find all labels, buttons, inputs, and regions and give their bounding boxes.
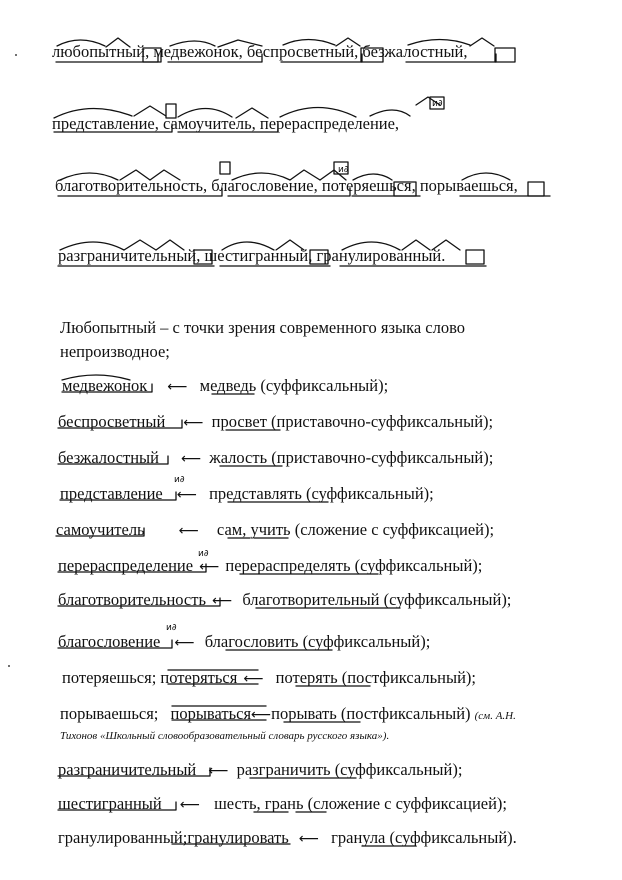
annotation-mark: и∂ — [198, 549, 209, 559]
method: (суффиксальный); — [354, 556, 483, 575]
base-word: жалость — [209, 448, 268, 467]
parse-row-4 — [58, 246, 445, 266]
derived-word: благословение — [58, 632, 161, 651]
word: беспросветный, — [246, 42, 359, 61]
derivation-line — [58, 590, 511, 611]
citation-start: (см. А.Н. — [474, 710, 516, 722]
arrow-left-icon: ⟵ — [181, 451, 202, 467]
base-word: шесть, грань — [214, 794, 304, 813]
derived-word: потеряться — [160, 668, 238, 687]
base-word: благотворительный — [242, 590, 380, 609]
base-word: разграничить — [236, 760, 331, 779]
arrow-left-icon: ⟵ — [199, 559, 220, 575]
method: (приставочно-суффиксальный); — [271, 448, 494, 467]
word: медвежонок, — [153, 42, 243, 61]
method: (суффиксальный); — [260, 376, 389, 395]
parse-row-1 — [52, 42, 468, 62]
word: порываешься, — [419, 176, 518, 195]
parse-row-3 — [55, 176, 518, 196]
derived-word: беспросветный — [58, 412, 166, 431]
derivation-line — [58, 828, 517, 849]
derived-word: самоучитель — [56, 520, 145, 539]
derivation-line — [58, 412, 493, 433]
word: благословение, — [211, 176, 318, 195]
word: самоучитель, — [163, 114, 256, 133]
annotation-mark: и∂ — [174, 475, 185, 485]
base-word: гранула — [331, 828, 386, 847]
source-form: порываешься; — [60, 704, 159, 723]
scan-dot — [15, 54, 17, 56]
word: шестигранный, — [204, 246, 313, 265]
derivation-line — [58, 794, 507, 815]
method: (суффиксальный); — [334, 760, 463, 779]
derivation-line — [60, 704, 516, 726]
source-form: гранулированный; — [58, 828, 188, 847]
derived-word: порываться — [170, 704, 252, 723]
method: (суффиксальный); — [302, 632, 431, 651]
derivation-line — [56, 520, 494, 541]
base-word: перераспределять — [225, 556, 351, 575]
derived-word: безжалостный — [58, 448, 159, 467]
derivation-line — [60, 484, 434, 505]
parse-row-2 — [52, 114, 399, 134]
derived-word: шестигранный — [58, 794, 162, 813]
derivation-line — [58, 760, 462, 781]
annotation-mark: и∂ — [432, 99, 443, 109]
method: (постфиксальный); — [341, 668, 476, 687]
method: (постфиксальный) — [340, 704, 471, 723]
method: (суффиксальный). — [389, 828, 517, 847]
derived-word: разграничительный — [58, 760, 197, 779]
method: (сложение с суффиксацией); — [307, 794, 508, 813]
arrow-left-icon: ⟵ — [251, 707, 272, 723]
annotation-mark: и∂ — [338, 165, 349, 175]
arrow-left-icon: ⟵ — [176, 487, 197, 503]
derivation-line — [58, 632, 430, 653]
base-word: представлять — [209, 484, 302, 503]
arrow-left-icon: ⟵ — [178, 523, 199, 539]
base-word: благословить — [204, 632, 299, 651]
annotation-mark: и∂ — [166, 623, 177, 633]
arrow-left-icon: ⟵ — [179, 797, 200, 813]
arrow-left-icon: ⟵ — [298, 831, 319, 847]
method: (приставочно-суффиксальный); — [271, 412, 494, 431]
derived-word: гранулировать — [187, 828, 289, 847]
base-word: просвет — [211, 412, 267, 431]
arrow-left-icon: ⟵ — [243, 671, 264, 687]
derived-word: перераспределение — [58, 556, 194, 575]
scan-dot — [8, 665, 10, 667]
arrow-left-icon: ⟵ — [212, 593, 233, 609]
base-word: порывать — [271, 704, 337, 723]
intro-line-1: Любопытный – с точки зрения современного языка слово — [60, 318, 466, 337]
derived-word: благотворительность — [58, 590, 206, 609]
derivation-line — [62, 376, 388, 397]
word: благотворительность, — [55, 176, 208, 195]
derived-word: представление — [60, 484, 163, 503]
derivation-line — [62, 668, 476, 689]
word: перераспределение, — [259, 114, 400, 133]
base-word: сам, учить — [216, 520, 291, 539]
derivation-line — [58, 448, 493, 469]
word: представление, — [52, 114, 159, 133]
method: (суффиксальный); — [383, 590, 512, 609]
derived-word: медвежонок — [62, 376, 148, 395]
arrow-left-icon: ⟵ — [167, 379, 188, 395]
derivation-line — [58, 556, 482, 577]
base-word: медведь — [199, 376, 257, 395]
arrow-left-icon: ⟵ — [183, 415, 204, 431]
arrow-left-icon: ⟵ — [174, 635, 195, 651]
word: любопытный, — [52, 42, 150, 61]
citation: Тихонов «Школьный словообразовательный словарь русского языка»). — [60, 730, 390, 742]
word: потеряешься, — [321, 176, 416, 195]
word: гранулированный. — [316, 246, 446, 265]
base-word: потерять — [275, 668, 338, 687]
method: (суффиксальный); — [306, 484, 434, 503]
word: разграничительный, — [58, 246, 201, 265]
source-form: потеряешься; — [62, 668, 157, 687]
intro-line-2: непроизводное; — [60, 342, 170, 361]
word: безжалостный, — [362, 42, 468, 61]
arrow-left-icon: ⟵ — [208, 763, 229, 779]
method: (сложение с суффиксацией); — [294, 520, 495, 539]
